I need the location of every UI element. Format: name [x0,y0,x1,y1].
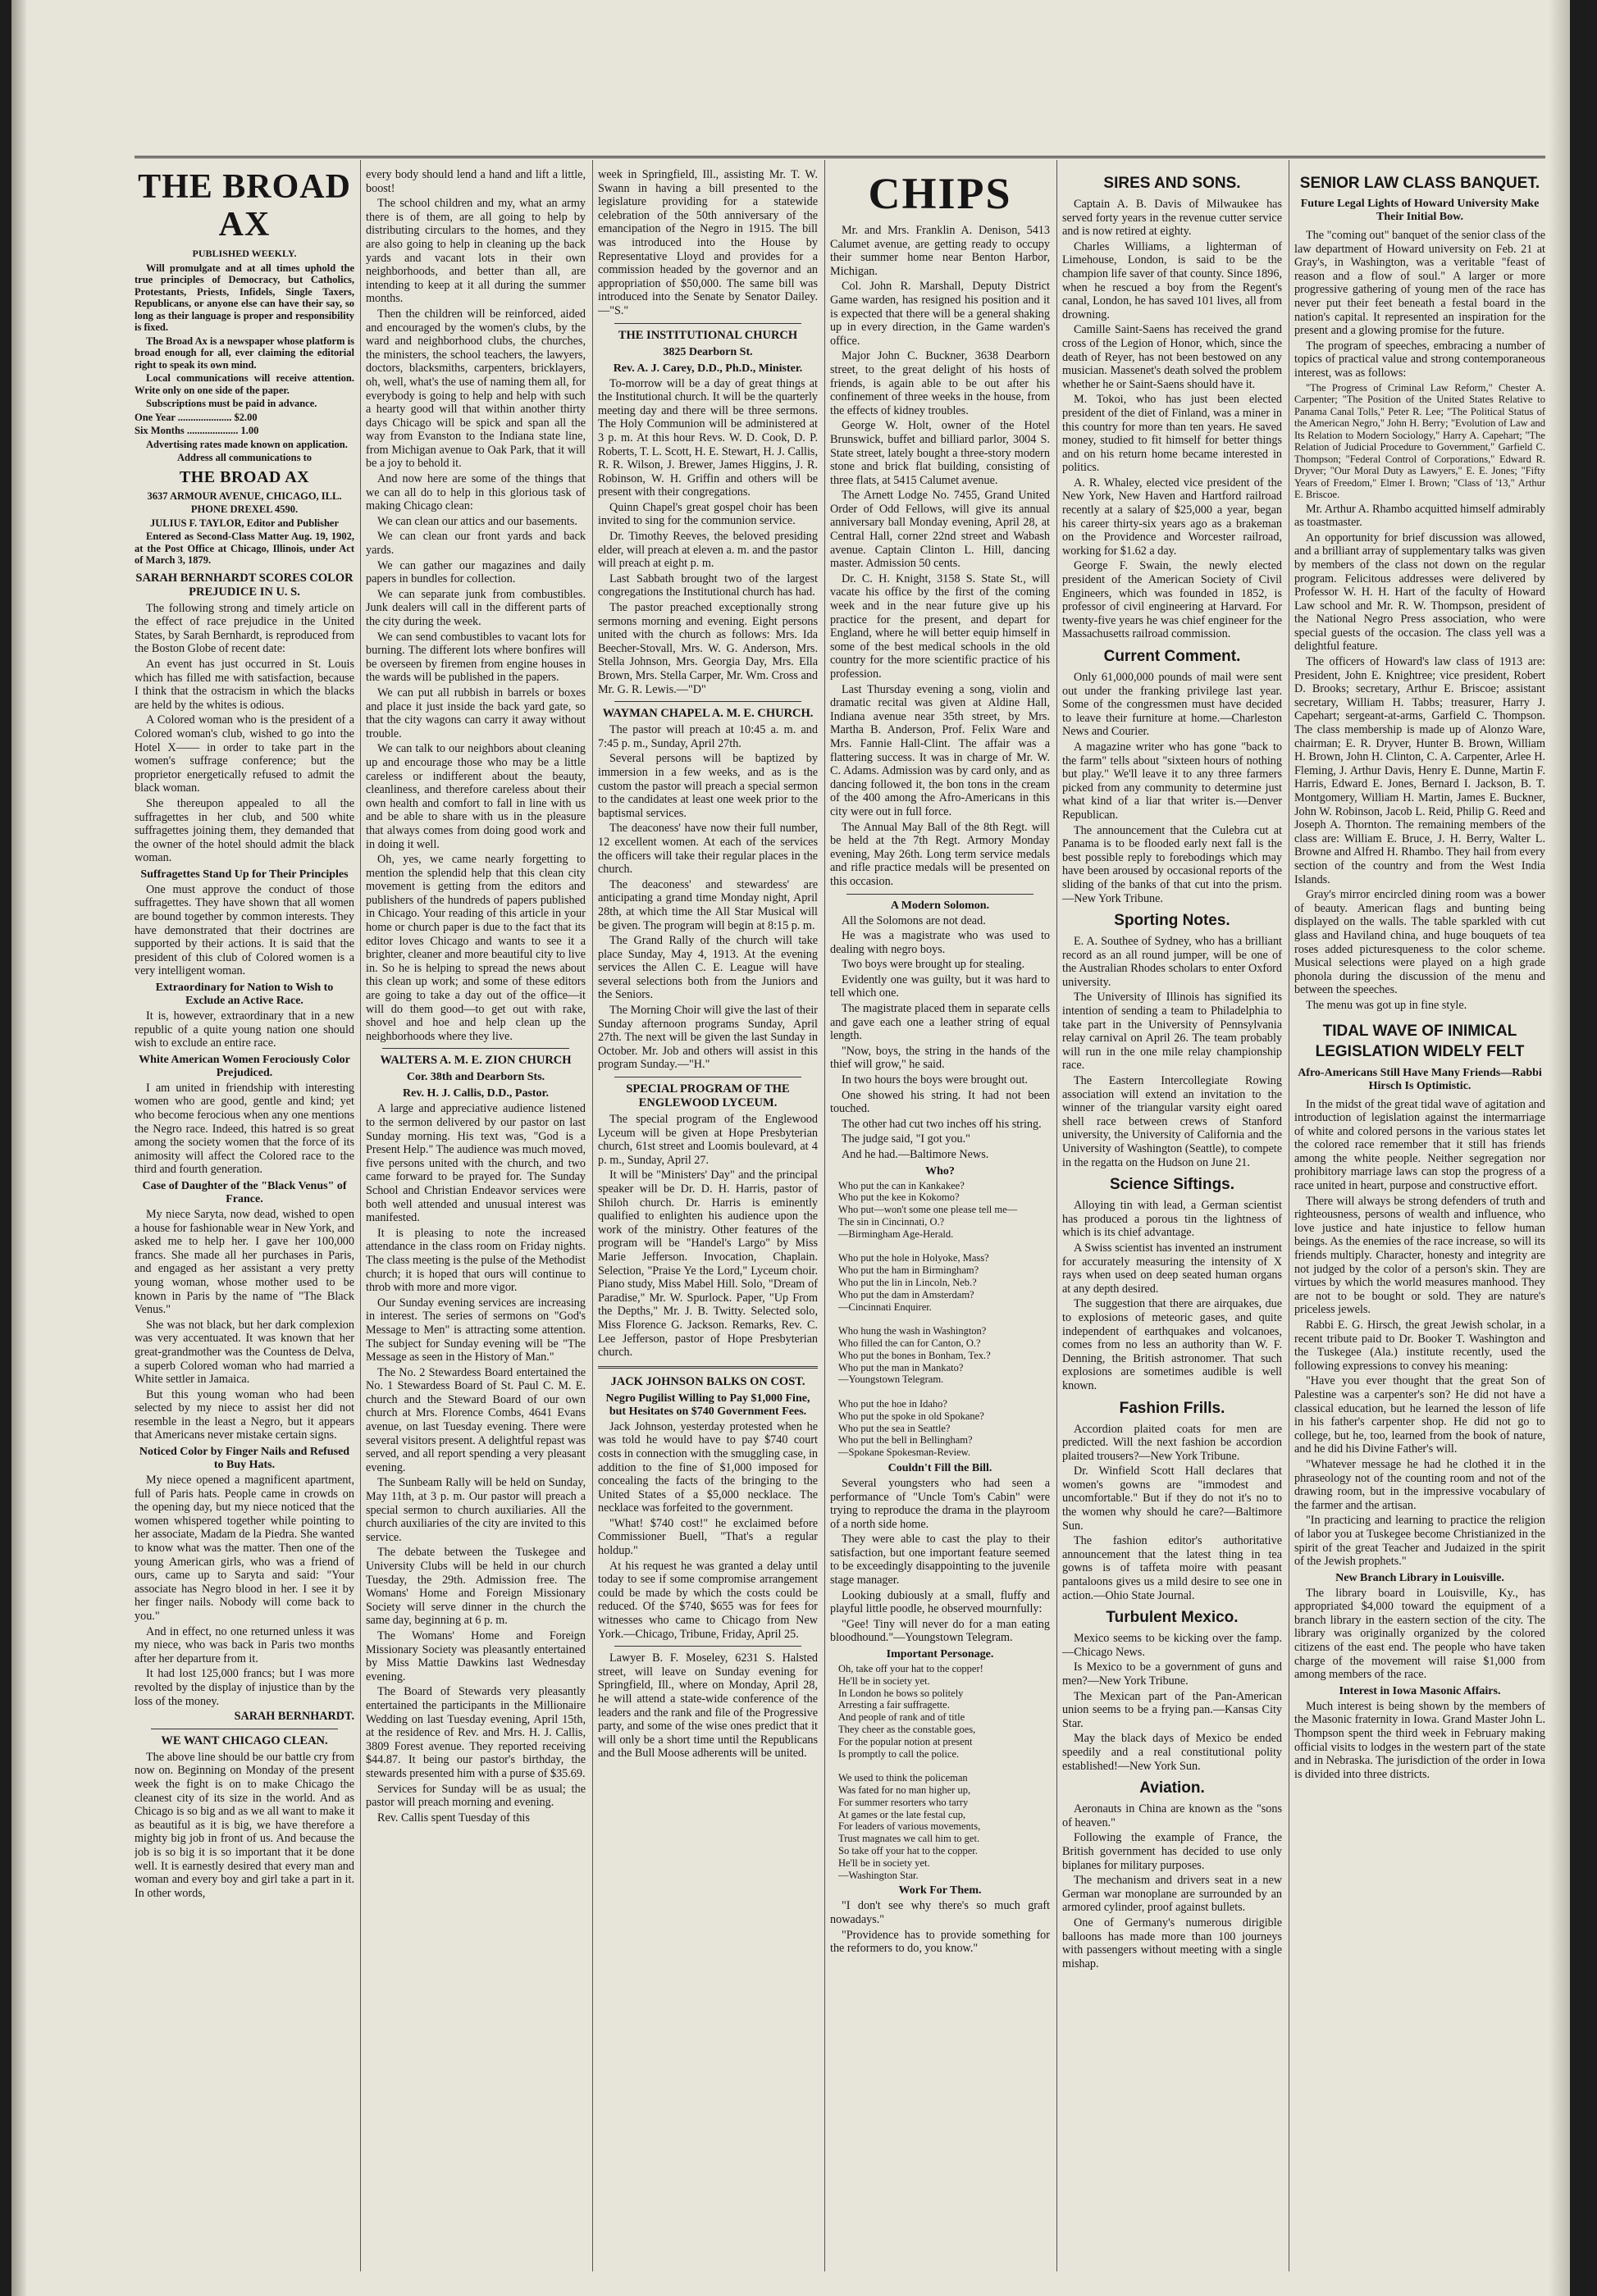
article-paragraph: The No. 2 Stewardess Board entertained the No. 1 Stewardess Board of St. Paul C. M. E. church and the Steward Board of our own church at Mrs. Florence Combs, 4641 Evans avenue, on last Tuesday evening. There were several visitors present. A delightful repast was served, and all report spending a very pleasant evening. [366,1365,586,1474]
masthead-editor: JULIUS F. TAYLOR, Editor and Publisher [149,517,340,529]
masthead-advertising: Advertising rates made known on application. [146,438,348,450]
article-paragraph: Much interest is being shown by the members of the Masonic fraternity in Iowa. Grand Master John L. Thompson spent the third week in February making official visits to lodges in the western part of the state and in Nebraska. The jurisdiction of the order in Iowa is divided into three districts. [1294,1699,1545,1781]
article-paragraph: It will be "Ministers' Day" and the principal speaker will be Dr. D. H. Harris, pastor of Shiloh church. Dr. Harris is eminently qualified to enlighten his audience upon the work of the ministry. Other features of the program will be "Handel's Largo" by Miss Marie Jefferson. Invocation, Chaplain. Selection, "Praise Ye the Lord," Lyceum choir. Piano study, Miss Mabel Hill. Solo, "Dream of Paradise," Mr. W. Spurlock. Paper, "Up From the Depths," Mr. J. B. Twitty. Selected solo, Miss Florence G. Jackson. Remarks, Rev. C. Lee Jefferson, pastor of Hope Presbyterian church. [598,1168,818,1360]
article-paragraph: The Annual May Ball of the 8th Regt. will be held at the 7th Regt. Armory Monday evening, May 26th. Long term service medals and rifle practice medals will be presented on this occasion. [830,820,1050,888]
article-paragraph: "Providence has to provide something for the reformers to do, you know." [830,1928,1050,1956]
headline-jack-johnson: JACK JOHNSON BALKS ON COST. [610,1374,805,1388]
article-paragraph: "Whatever message he had he clothed it in the phraseology not of the counting room and not of the drawing room, but in the impressive vocabulary of the farmer and the artisan. [1294,1457,1545,1512]
article-paragraph: In the midst of the great tidal wave of agitation and introduction of legislation against the intermarriage of white and colored persons in the various states let the colored race remember that it still has friends among the white people. Neither segregation nor prohibitory marriage laws can stop the progress of a race united in heart, purpose and constructive effort. [1294,1097,1545,1193]
article-paragraph: "Now, boys, the string in the hands of the thief will grow," he said. [830,1044,1050,1072]
article-paragraph: Several persons will be baptized by immersion in a few weeks, and as is the custom the pastor will preach a special sermon to the candidates at least one week prior to the baptismal services. [598,752,818,820]
article-paragraph: "In practicing and learning to practice the religion of labor you at Tuskegee become Christianized in the spirit of the great Teacher and Judaized in the spirit of the Jewish prophets." [1294,1514,1545,1569]
article-paragraph: We can clean our front yards and back yards. [366,530,586,558]
divider [614,1646,801,1647]
article-paragraph: May the black days of Mexico be ended speedily and a real constitutional polity established!—New York Sun. [1062,1732,1282,1773]
article-paragraph: The program of speeches, embracing a number of topics of practical value and strong contemporaneous interest, was as follows: [1294,339,1545,380]
top-rule [135,156,1545,158]
article-paragraph: Jack Johnson, yesterday protested when he was told he would have to pay $740 court costs in connection with the smuggling case, in addition to the fine of $1,000 imposed for concealing the facts of the bringing to the United States of a $5,000 necklace. The necklace was forfeited to the government. [598,1419,818,1515]
article-paragraph: The "coming out" banquet of the senior class of the law department of Howard university on Feb. 21 at Gray's, in Washington, was a veritable "feast of reason and a flow of soul." A larger or more progressive gathering of young men of the race has never put their feet beneath a festal board in the nation's capital. It represented an inspiration for the present and a glowing promise for the future. [1294,229,1545,338]
divider [382,1048,569,1049]
subhead: Future Legal Lights of Howard University Make Their Initial Bow. [1300,198,1540,223]
article-paragraph: One of Germany's numerous dirigible balloons has made more than 100 journeys with passengers without meeting with a single mishap. [1062,1916,1282,1970]
article-paragraph: The debate between the Tuskegee and University Clubs will be held in our church Tuesday, the 29th. Admission free. The Womans' Home and Foreign Missionary Society will serve dinner in the church the same day, beginning at 6 p. m. [366,1546,586,1628]
article-paragraph: Alloying tin with lead, a German scientist has produced a porous tin the lightness of which is its chief advantage. [1062,1199,1282,1240]
article-paragraph: A Swiss scientist has invented an instrument for accurately measuring the intensity of X rays when used on deep seated human organs at any depth desired. [1062,1241,1282,1296]
subhead: Noticed Color by Finger Nails and Refused to Buy Hats. [139,1446,350,1472]
headline-tidal-wave: TIDAL WAVE OF INIMICAL LEGISLATION WIDELY FELT [1315,1022,1525,1060]
article-paragraph: At his request he was granted a delay until today to see if some compromise arrangement could be made by which the costs could be reduced. Of the $740, $655 was for fees for witnesses who came to Chicago from New York.—Chicago, Tribune, Friday, April 25. [598,1559,818,1641]
article-paragraph: Charles Williams, a lighterman of Limehouse, London, is said to be the champion life saver of that county. Since 1896, when he rescued a boy from the Regent's canal, London, he has saved 101 lives, all from drowning. [1062,239,1282,321]
article-paragraph: The following strong and timely article on the effect of race prejudice in the United States, by Sarah Bernhardt, is reproduced from the Boston Globe of recent date: [135,601,354,656]
article-paragraph: All the Solomons are not dead. [842,913,986,927]
article-paragraph: Mr. Arthur A. Rhambo acquitted himself admirably as toastmaster. [1294,502,1545,530]
article-paragraph: A Colored woman who is the president of a Colored woman's club, wished to go into the Hotel X—— in order to take part in the women's suffrage conference; but the proprietor energetically refused to admit the black woman. [135,713,354,795]
article-paragraph: Gray's mirror encircled dining room was a bower of beauty. American flags and bunting being displayed on the walls. The table sparkled with cut glass and Haviland china, and huge bouquets of tea roses added picturesqueness to the color scheme. Musical selections were played on a high grade phonola during the discussion of the menu and between the speeches. [1294,888,1545,997]
article-paragraph: Last Thursday evening a song, violin and dramatic recital was given at Aldine Hall, Indiana avenue near 35th street, by Mrs. Martha B. Anderson, Prof. Felix Ware and Mrs. Fannie Hall-Clint. The affair was a flattering success. It was in charge of Mr. W. C. Adams. Admission was by card only, and as dancing followed it, the bon tons in the cream of the 400 among the Afro-Americans in this city were out in full force. [830,682,1050,818]
article-paragraph: And he had.—Baltimore News. [842,1148,989,1161]
article-paragraph: We can gather our magazines and daily papers in bundles for collection. [366,558,586,586]
article-paragraph: There will always be strong defenders of truth and righteousness, persons of wealth and influence, who love justice and hate injustice to fellow human beings. As the enemies of the race increase, so will its friends multiply. Character, honesty and integrity are not judged by the color of a person's skin. They are virtues by which the world measures manhood. They are not to be bought or sold. They are nature's priceless jewels. [1294,1194,1545,1317]
article-paragraph: George F. Swain, the newly elected president of the American Society of Civil Engineers, which was founded in 1852, is professor of civil engineering at Harvard. For twenty-five years he was chief engineer for the Massachusetts railroad commission. [1062,559,1282,641]
article-paragraph: "The Progress of Criminal Law Reform," Chester A. Carpenter; "The Position of the United States Relative to Panama Canal Tolls," Peter R. Lee; "The Political Status of the American Negro," John H. Berry; "Evolution of Law and Its Relation to Modern Sociology," Harry A. Capehart; "The Relation of Judicial Procedure to Government," Garfield C. Thompson; "Federal Control of Corporations," Edward R. Dryver; "Our Moral Duty as Lawyers," E. E. Jones; "Fifty Years of Freedom," Elmer I. Brown; "Class of '13," Arthur E. Briscoe. [1294,381,1545,501]
subhead: Who? [925,1164,955,1178]
article-paragraph: Dr. Timothy Reeves, the beloved presiding elder, will preach at eleven a. m. and the pastor will preach at eight p. m. [598,530,818,571]
article-paragraph: To-morrow will be a day of great things at the Institutional church. It will be the quarterly meeting day and there will be three sermons. The Holy Communion will be administered at 3 p. m. At this hour Revs. W. D. Cook, D. P. Roberts, T. L. Scott, H. E. Stewart, H. J. Callis, R. R. Wilson, J. Brewer, James Higgins, J. R. Robinson, W. H. Griffin and others will be present with their congregations. [598,376,818,499]
newspaper-page [11,0,1570,2296]
subhead: Interest in Iowa Masonic Affairs. [1339,1684,1501,1697]
article-paragraph: A magazine writer who has gone "back to the farm" tells about "sixteen hours of nothing but play." We'll leave it to any three farmers picked from any community to determine just what kind of a liar that writer is.—Denver Republican. [1062,740,1282,822]
article-paragraph: Services for Sunday will be as usual; the pastor will preach morning and evening. [366,1782,586,1810]
article-paragraph: The other had cut two inches off his string. [842,1117,1042,1131]
poem: Oh, take off your hat to the copper! He'll be in society yet. In London he bows so politely Arresting a fair suffragette. And people of rank and of title They cheer as the constable goes, For the popular notion at present Is promptly to call the police. We used to think the policeman Was fated for no man higher up, For summer resorters who tarry At games or the late festal cup, For leaders of various movements, Trust magnates we call him to get. So take off your hat to the copper. He'll be in society yet. —Washington Star. [838,1663,983,1881]
subhead: New Branch Library in Louisville. [1335,1571,1504,1584]
masthead-title-2: THE BROAD AX [179,467,310,486]
subhead: Important Personage. [886,1648,994,1661]
divider [598,1366,818,1369]
article-paragraph: The fashion editor's authoritative announcement that the latest thing in tea gowns is of taffeta moire with peasant pantaloons gives us a mild desire to see one in action.—Ohio State Journal. [1062,1534,1282,1602]
column-divider [592,160,593,2271]
article-paragraph: week in Springfield, Ill., assisting Mr. T. W. Swann in having a bill presented to the legislature providing for a statewide celebration of the 50th anniversary of the emancipation of the Negro in 1915. The bill was introduced into the House by Representative Lloyd and provides for a commission headed by the governor and an appropriation of $50,000. The same bill was introduced into the Senate by Senator Dailey.—"S." [598,168,818,317]
article-paragraph: Our Sunday evening services are increasing in interest. The series of sermons on "God's Message to Men" is attracting some attention. The subject for Sunday evening will be "The Message as seen in the History of Man." [366,1296,586,1364]
article-paragraph: "Have you ever thought that the great Son of Palestine was a carpenter's son? He did not have a classical education, but he learned the lesson of life in his father's carpenter shop. He did not go to college, but he, too, learned from the book of nature, and he did his Divine Father's will. [1294,1374,1545,1456]
poem: Who put the can in Kankakee? Who put the kee in Kokomo? Who put—won't some one please tell me— The sin in Cincinnati, O.? —Birmingham Age-Herald. Who put the hole in Holyoke, Mass? Who put the ham in Birmingham? Who put the lin in Lincoln, Neb.? Who put the dam in Amsterdam? —Cincinnati Enquirer. Who hung the wash in Washington? Who filled the can for Canton, O.? Who put the bones in Bonham, Tex.? Who put the man in Mankato? —Youngstown Telegram. Who put the hoe in Idaho? Who put the spoke in old Spokane? Who put the sea in Seattle? Who put the bell in Bellingham? —Spokane Spokesman-Review. [838,1179,1018,1459]
subhead: Extraordinary for Nation to Wish to Exclude an Active Race. [155,982,334,1008]
section-heading: Aviation. [1139,1779,1205,1797]
article-paragraph: Is Mexico to be a government of guns and men?—New York Tribune. [1062,1660,1282,1688]
section-heading: Sporting Notes. [1114,912,1230,930]
masthead-entered: Entered as Second-Class Matter Aug. 19, 1902, at the Post Office at Chicago, Illinois, under Act of March 3, 1879. [135,531,354,567]
article-paragraph: We can separate junk from combustibles. Junk dealers will call in the different parts of the city during the week. [366,587,586,628]
article-paragraph: Following the example of France, the British government has decided to use only biplanes for military purposes. [1062,1831,1282,1872]
subhead: White American Women Ferociously Color Prejudiced. [139,1053,350,1079]
article-paragraph: A large and appreciative audience listened to the sermon delivered by our pastor on last Sunday morning. His text was, "God is a Present Help." The audience was much moved, five persons united with the church, and two came forward to be prayed for. The Sunday School and Christian Endeavor services were both well attended and unusual interest was manifested. [366,1102,586,1225]
column-5 [1062,168,1282,2271]
subhead: Suffragettes Stand Up for Their Principles [140,868,349,881]
article-paragraph: The Grand Rally of the church will take place Sunday, May 4, 1913. At the evening services the Allen C. E. League will have several selections both from the Juniors and the Seniors. [598,934,818,1002]
article-paragraph: The pastor will preach at 10:45 a. m. and 7:45 p. m., Sunday, April 27th. [598,723,818,750]
chips-title: CHIPS [868,169,1012,218]
article-paragraph: They were able to cast the play to their satisfaction, but one important feature seemed to be exceedingly disappointing to the juvenile stage manager. [830,1533,1050,1588]
divider [614,323,801,324]
article-paragraph: The above line should be our battle cry from now on. Beginning on Monday of the present week the fight is on to make Chicago the cleanest city of its size in the world. And as Chicago is so big and as we all want to make it as beautiful as it is big, we have therefore a mighty big job in front of us. And because the job is so big it is so important that it be done well. It is earnestly desired that every man and woman and every boy and girl take a part in it. In other words, [135,1750,354,1900]
article-paragraph: My niece opened a magnificent apartment, full of Paris hats. People came in crowds on the opening day, but my niece noticed that the women whispered together while pointing to her associate, Madam de la Piedra. She wanted to know what was the matter. Then one of the young American girls, who was a friend of ours, came up to Saryta and said: "Your associate has Negro blood in her. I see it by her finger nails. Nobody will come back to you." [135,1474,354,1623]
headline-law-banquet: SENIOR LAW CLASS BANQUET. [1299,175,1540,192]
article-paragraph: It is pleasing to note the increased attendance in the class room on Friday nights. The class meeting is the pulse of the Methodist church; it is hoped that ours will continue to throb with more and more vigor. [366,1226,586,1295]
article-paragraph: The deaconess' and stewardess' are anticipating a grand time Monday night, April 28th, at which time the All Star Musical will be given. The program will begin at 8:15 p. m. [598,877,818,932]
divider [614,701,801,702]
article-paragraph: "Gee! Tiny will never do for a man eating bloodhound."—Youngstown Telegram. [830,1617,1050,1645]
article-paragraph: We can send combustibles to vacant lots for burning. The different lots where bonfires will be overseen by firemen from engine houses in the wards will be published in the papers. [366,630,586,685]
article-paragraph: The announcement that the Culebra cut at Panama is to be flooded early next fall is the best possible reply to forebodings which may have been aroused by occasional reports of the sliding of the banks of that cut into the prism.—New York Tribune. [1062,823,1282,905]
column-divider [360,160,361,2271]
section-heading: Current Comment. [1103,648,1241,665]
article-paragraph: Only 61,000,000 pounds of mail were sent out under the franking privilege last year. Some of the congressmen must have decided to leave their furniture at home.—Charleston News and Courier. [1062,671,1282,739]
masthead-local: Local communications will receive attention. Write only on one side of the paper. [135,372,354,396]
article-paragraph: He was a magistrate who was used to dealing with negro boys. [830,929,1050,956]
article-paragraph: George W. Holt, owner of the Hotel Brunswick, buffet and billiard parlor, 3004 S. State street, lately bought a three-story modern stone and brick flat building, consisting of three flats, at 5415 Calumet avenue. [830,419,1050,487]
article-paragraph: every body should lend a hand and lift a little, boost! [366,168,586,195]
article-paragraph: The school children and my, what an army there is of them, are all going to help by distributing circulars to the homes, and they are also going to help in cleaning up the back yards and vacant lots in their own neighborhoods, and better than all, are intending to keep at it all during the summer months. [366,197,586,306]
masthead-phone: PHONE DREXEL 4590. [190,503,299,516]
column-3 [598,168,818,2271]
article-paragraph: One showed his string. It had not been touched. [830,1088,1050,1116]
headline-clean: WE WANT CHICAGO CLEAN. [161,1733,328,1747]
article-paragraph: Dr. C. H. Knight, 3158 S. State St., will vacate his office by the first of the coming week and in the near future give up his practice for the present, and depart for England, where he will better equip himself in some of the best medical schools in the old country for the more scientific practice of his profession. [830,572,1050,681]
article-paragraph: The menu was got up in fine style. [1306,998,1467,1012]
article-paragraph: Rev. Callis spent Tuesday of this [377,1811,530,1824]
article-paragraph: The Womans' Home and Foreign Missionary Society was pleasantly entertained by Miss Mattie Dawkins last Wednesday evening. [366,1629,586,1683]
article-paragraph: Several youngsters who had seen a performance of "Uncle Tom's Cabin" were trying to reproduce the drama in the playroom of a north side home. [830,1476,1050,1531]
rate-six-months: Six Months .................... 1.00 [135,425,259,437]
article-paragraph: A. R. Whaley, elected vice president of the New York, New Haven and Hartford railroad recently at a salary of $25,000 a year, began his career thirty-six years ago as a brakeman on the Providence and Worcester railroad, working for $1.62 a day. [1062,476,1282,558]
article-paragraph: Oh, yes, we came nearly forgetting to mention the splendid help that this clean city movement is getting from the editors and publishers of the hundreds of papers published in Chicago. Your reading of this article in your home or church paper is due to the fact that its editor loves Chicago and wants to see it a brighter, cleaner and more beautiful city to live in. So he is helping to spread the news about this clean up work; and some of these editors are going to take a day out of the office—it will do them good—to get out with rake, shovel and hoe and help clean up the neighborhoods where they live. [366,853,586,1043]
article-paragraph: Accordion plaited coats for men are predicted. Will the next fashion be accordion plaited trousers?—New York Tribune. [1062,1422,1282,1463]
article-paragraph: "I don't see why there's so much graft nowadays." [830,1899,1050,1926]
article-paragraph: Captain A. B. Davis of Milwaukee has served forty years in the revenue cutter service and is now retired at eighty. [1062,198,1282,239]
article-paragraph: M. Tokoi, who has just been elected president of the diet of Finland, was a miner in this country for more than ten years. He saved money, studied to fit himself for better things and on his return home became interested in politics. [1062,393,1282,475]
article-paragraph: The Mexican part of the Pan-American union seems to be a frying pan.—Kansas City Star. [1062,1689,1282,1730]
subhead: Couldn't Fill the Bill. [887,1461,992,1474]
article-paragraph: We can put all rubbish in barrels or boxes and place it just inside the back yard gate, so that the city wagons can carry it away without trouble. [366,686,586,740]
article-paragraph: Mr. and Mrs. Franklin A. Denison, 5413 Calumet avenue, are getting ready to occupy their summer home near Benton Harbor, Michigan. [830,224,1050,278]
article-paragraph: The deaconess' have now their full number, 12 excellent women. At each of the services the officers will take their regular places in the church. [598,822,818,877]
subhead: Negro Pugilist Willing to Pay $1,000 Fine, but Hesitates on $740 Government Fees. [605,1392,810,1418]
subhead: Case of Daughter of the "Black Venus" of France. [142,1179,347,1205]
divider [846,894,1033,895]
article-paragraph: An opportunity for brief discussion was allowed, and a brilliant array of supplementary talks was given by members of the class not down on the regular program. Felicitous addresses were delivered by Professor W. H. H. Hart of the faculty of Howard Law school and Mr. R. W. Thompson, president of the National Negro Press association, who were special guests of the occasion. The class yell was a delightful feature. [1294,531,1545,654]
article-paragraph: In two hours the boys were brought out. [842,1073,1028,1087]
headline-walters: WALTERS A. M. E. ZION CHURCH [380,1054,572,1068]
column-1 [135,168,354,2271]
masthead-address-comm: Address all communications to [176,452,312,464]
article-paragraph: The judge said, "I got you." [842,1132,970,1146]
column-6 [1294,168,1545,2271]
subhead: 3825 Dearborn St. [663,345,753,358]
article-paragraph: The suggestion that there are airquakes, due to explosions of meteoric gases, and quite independent of earthquakes and volcanoes, comes from no less an authority than W. F. Denning, the British astronomer. That such explosions are sometimes audible is well known. [1062,1297,1282,1392]
subhead: Afro-Americans Still Have Many Friends—Rabbi Hirsch Is Optimistic. [1298,1066,1542,1092]
page-edge-shadow [1549,0,1570,2296]
masthead-creed: Will promulgate and at all times uphold the true principles of Democracy, but Catholics, Protestants, Priests, Infidels, Single Taxers, Republicans, or anyone else can have their say, so long as their language is proper and responsibility is fixed. [135,262,354,334]
column-4 [830,168,1050,2271]
article-paragraph: Evidently one was guilty, but it was hard to tell which one. [830,973,1050,1000]
article-paragraph: Quinn Chapel's great gospel choir has been invited to sing for the communion service. [598,500,818,528]
article-paragraph: She thereupon appealed to all the suffragettes in her club, and 500 white suffragettes joining them, they demanded that the owner of the hotel should admit the black woman. [135,796,354,865]
article-paragraph: The pastor preached exceptionally strong sermons morning and evening. Eight persons united with the church as follows: Mrs. Ida Beecher-Stovall, Mrs. W. G. Anderson, Mrs. Stella Johnson, Mrs. Georgia Day, Mrs. Ella Brown, Mrs. Stella Carper, Mr. Wm. Cross and Mr. G. R. Lewis.—"D" [598,601,818,696]
masthead-platform: The Broad Ax is a newspaper whose platform is broad enough for all, ever claiming the editorial right to speak its own mind. [135,335,354,371]
headline-wayman: WAYMAN CHAPEL A. M. E. CHURCH. [602,707,814,721]
article-paragraph: We can clean our attics and our basements. [377,514,577,528]
article-paragraph: She was not black, but her dark complexion was very accentuated. It was known that her great-grandmother was the Countess de Delva, a superb Colored woman who had married a White settler in Jamaica. [135,1318,354,1387]
subhead: Rev. A. J. Carey, D.D., Ph.D., Minister. [613,362,803,375]
article-paragraph: Last Sabbath brought two of the largest congregations the Institutional church has had. [598,572,818,599]
section-heading: Turbulent Mexico. [1106,1609,1239,1627]
masthead-title: THE BROAD AX [138,168,351,244]
column-2 [366,168,586,2271]
article-paragraph: An event has just occurred in St. Louis which has filled me with satisfaction, because I think that the ostracism in which the blacks are held by the whites is odious. [135,657,354,712]
masthead-street: 3637 ARMOUR AVENUE, CHICAGO, ILL. [147,490,342,502]
published-weekly: PUBLISHED WEEKLY. [192,248,297,259]
article-paragraph: Rabbi E. G. Hirsch, the great Jewish scholar, in a recent tribute paid to Dr. Booker T. Washington and the Tuskegee (Ala.) institute recently, used the following expressions to convey his meaning: [1294,1319,1545,1373]
column-divider [1056,160,1057,2271]
column-divider [824,160,825,2271]
article-paragraph: The officers of Howard's law class of 1913 are: President, John E. Knightree; vice president, Robert D. Brooks; secretary, Arthur E. Briscoe; assistant secretary, William H. Tabbs; treasurer, Harry J. Capehart; sergeant-at-arms, Garfield C. Thompson. The class membership is made up of Alonzo Ware, chairman; E. R. Dryver, Hunter B. Brown, William H. Brown, John H. Clinton, C. A. Carpenter, Arlee H. Fleming, J. Arthur Davis, Henry E. Dunne, Martin F. Harris, Edward E. Jones, Bernard I. Jackson, B. T. Montgomery, William H. Martin, James E. Buckner, John W. Robinson, Jacob L. Reid, Philip G. Reed and Joseph A. Thornton. The remaining members of the class are: William E. Bruce, J. H. Berry, Walter L. Browne and Alfred H. Rhambo. They hail from every section of the country and from the West India Islands. [1294,655,1545,886]
article-paragraph: The mechanism and drivers seat in a new German war monoplane are surrounded by an armored cylinder, proof against bullets. [1062,1874,1282,1915]
article-paragraph: Major John C. Buckner, 3638 Dearborn street, to the great delight of his hosts of friends, is again able to be out after his confinement of three weeks in the house, from the effects of kidney troubles. [830,349,1050,417]
article-paragraph: The Eastern Intercollegiate Rowing association will extend an invitation to the winner of the triangular varsity eight oared shell race between crews of Stanford university, the University of California and the University of Washington (Seattle), to compete in the regatta on the Hudson on June 21. [1062,1074,1282,1169]
article-paragraph: The Arnett Lodge No. 7455, Grand United Order of Odd Fellows, will give its annual anniversary ball Monday evening, April 28, at Central Hall, corner 22nd street and Wabash avenue. Captain Clinton L. Hill, dancing master. Admission 50 cents. [830,489,1050,571]
article-paragraph: My niece Saryta, now dead, wished to open a house for fashionable wear in New York, and asked me to help her. I gave her 100,000 francs. She made all her purchases in Paris, and engaged as her assistant a very pretty young woman, whose mother used to be known in Paris by the name of "The Black Venus." [135,1207,354,1317]
article-paragraph: And in effect, no one returned unless it was my niece, who was back in Paris two months after her departure from it. [135,1624,354,1665]
article-paragraph: The magistrate placed them in separate cells and gave each one a leather string of equal length. [830,1002,1050,1043]
article-paragraph: Mexico seems to be kicking over the famp.—Chicago News. [1062,1632,1282,1659]
article-paragraph: One must approve the conduct of those suffragettes. They have shown that all women are bound together by common interests. They have demonstrated that their doctrines are supported by their actions. It is said that the president of this club of Colored women is a very intelligent woman. [135,882,354,978]
section-heading: Fashion Frills. [1119,1399,1225,1417]
article-paragraph: We can talk to our neighbors about cleaning up and encourage those who may be a little careless or indifferent about the beauty, cleanliness, and therefore careless about their own health and comfort to fall in line with us and be able to share with us in the pleasure that always comes from doing good work and in doing it well. [366,742,586,851]
signature: SARAH BERNHARDT. [234,1710,354,1724]
article-paragraph: Aeronauts in China are known as the "sons of heaven." [1062,1802,1282,1829]
article-paragraph: The Board of Stewards very pleasantly entertained the participants in the Millionaire Wedding on last Tuesday evening, April 15th, at the residence of Rev. and Mrs. H. J. Callis, 3809 Forest avenue. They reported receiving $44.87. It being our pastor's birthday, the stewards presented him with a purse of $35.69. [366,1685,586,1780]
article-paragraph: Dr. Winfield Scott Hall declares that women's gowns are "immodest and uncomfortable." But if they do not it's no to the women why should he care?—Baltimore Sun. [1062,1465,1282,1533]
article-paragraph: It had lost 125,000 francs; but I was more revolted by the display of injustice than by the loss of the money. [135,1667,354,1708]
headline-institutional: THE INSTITUTIONAL CHURCH [618,328,798,342]
article-paragraph: Then the children will be reinforced, aided and encouraged by the women's clubs, by the ward and neighborhood clubs, the churches, the ministers, the school teachers, the lawyers, doctors, blacksmiths, carpenters, bricklayers, oh, well, what's the use of naming them all, for everybody is going to help and help with such a hearty good will that within another thirty days Chicago will be spick and span all the way from Evanston to the Indiana state line, from Michigan avenue to Oak Park, that it will be a joy to behold it. [366,307,586,471]
article-paragraph: "What! $740 cost!" he exclaimed before Commissioner Buell, "That's a regular holdup." [598,1516,818,1558]
rate-year: One Year ..................... $2.00 [135,411,258,423]
masthead-subscriptions: Subscriptions must be paid in advance. [146,398,317,410]
article-paragraph: Looking dubiously at a small, fluffy and playful little poodle, he observed mournfully: [830,1588,1050,1616]
subhead: A Modern Solomon. [890,899,990,912]
article-paragraph: The Morning Choir will give the last of their Sunday afternoon programs Sunday, April 27th. The next will be given the last Sunday in October. Mr. Job and others will assist in this program Sunday.—"H." [598,1004,818,1072]
section-heading: Science Siftings. [1109,1176,1235,1194]
article-paragraph: Two boys were brought up for stealing. [842,958,1025,972]
article-paragraph: But this young woman who had been selected by my niece to assist her did not resemble in the least a Negro, but it appears that Americans never mistake certain signs. [135,1387,354,1442]
subhead: Rev. H. J. Callis, D.D., Pastor. [403,1087,549,1100]
headline-bernhardt: SARAH BERNHARDT SCORES COLOR PREJUDICE IN U. S. [135,571,354,599]
article-paragraph: The Sunbeam Rally will be held on Sunday, May 11th, at 3 p. m. Our pastor will preach a special sermon to church auxiliaries. All the church auxiliaries of the city are invited to this service. [366,1476,586,1544]
section-heading: SIRES AND SONS. [1103,175,1241,192]
article-paragraph: I am united in friendship with interesting women who are good, gentle and kind; yet who become ferocious when any one mentions the Negro race. Indeed, this hatred is so great among the society women that the force of its animosity will affect the Colored race to the third and fourth generation. [135,1081,354,1177]
subhead: Cor. 38th and Dearborn Sts. [406,1071,545,1084]
headline-englewood: SPECIAL PROGRAM OF THE ENGLEWOOD LYCEUM. [626,1082,790,1110]
article-paragraph: The University of Illinois has signified its intention of sending a team to Philadelphia to take part in the University of Pennsylvania relay carnival on April 26. The team probably will run in the one mile relay championship race. [1062,991,1282,1073]
subhead: Work For Them. [898,1884,982,1897]
article-paragraph: The special program of the Englewood Lyceum will be given at Hope Presbyterian church, 61st street and Loomis boulevard, at 4 p. m., Sunday, April 27. [598,1113,818,1167]
article-paragraph: E. A. Southee of Sydney, who has a brilliant record as an all round jumper, will be one of the Australian Rhodes scholars to enter Oxford university. [1062,935,1282,989]
article-paragraph: Camille Saint-Saens has received the grand cross of the Legion of Honor, which, since the death of Reyer, has not been bestowed on any musician. Massenet's death solved the problem whether he or Saint-Saens should have it. [1062,323,1282,391]
article-paragraph: The library board in Louisville, Ky., has appropriated $4,000 toward the equipment of a branch library in the eastern section of the city. The library was originally organized by the colored citizens of the east end. The people who have taken charge of the movement will raise $1,000 from among members of the race. [1294,1586,1545,1682]
article-paragraph: Lawyer B. F. Moseley, 6231 S. Halsted street, will leave on Sunday evening for Springfield, Ill., where on Monday, April 28, he will attend a state-wide conference of the leaders and the rank and file of the Progressive party, and some of the wise ones predict that it will only be a short time until the Republicans and the Bull Moose adherents will be united. [598,1651,818,1761]
page-fold-shadow [11,0,26,2296]
article-paragraph: And now here are some of the things that we can all do to help in this glorious task of making Chicago clean: [366,472,586,513]
article-paragraph: It is, however, extraordinary that in a new republic of a quite young nation one should wish to exclude an entire race. [135,1009,354,1050]
article-paragraph: Col. John R. Marshall, Deputy District Game warden, has resigned his position and it is expected that there will be a general shaking up in every direction, in the Game warden's office. [830,280,1050,348]
